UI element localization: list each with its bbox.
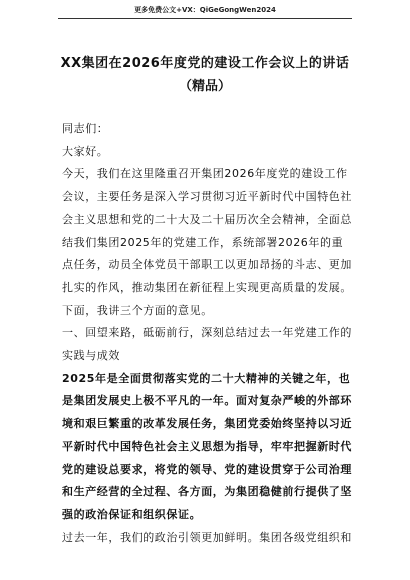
document-title: XX集团在2026年度党的建设工作会议上的讲话 (60, 56, 350, 71)
intro-paragraph: 今天，我们在这里隆重召开集团2026年度党的建设工作会议，主要任务是深入学习贯彻习近平新时代中国特色社会主义思想和党的二十大及二十届历次全会精神，全面总结我们集团2025年的党建工作，系统部署2026年的重点任务，动员全体党员干部职工以更加昂扬的斗志、更加扎实的作风，推动集团在新征程上实现更高质量的发展。下面，我讲三个方面的意见。 (62, 167, 352, 317)
section-1-paragraph: 2025年是全面贯彻落实党的二十大精神的关键之年，也是集团发展史上极不平凡的一年。面对复杂严峻的外部环境和艰巨繁重的改革发展任务，集团党委始终坚持以习近平新时代中国特色社会主义思想为指导，牢牢把握新时代党的建设总要求，将党的领导、党的建设贯穿于公司治理和生产经营的全过程、各方面，为集团稳健前行提供了坚强的政治保证和组织保证。 (62, 371, 352, 521)
section-heading-1: 一、回望来路，砥砺前行，深刻总结过去一年党建工作的实践与成效 (62, 326, 352, 363)
greeting: 大家好。 (62, 144, 109, 158)
document-subtitle: （精品） (178, 79, 231, 94)
salutation: 同志们： (62, 122, 109, 135)
document-body (62, 118, 352, 549)
header-divider (58, 18, 352, 19)
section-1-paragraph-2: 过去一年，我们的政治引领更加鲜明。集团各级党组织和 (62, 530, 352, 544)
header-note: 更多免费公文+VX：QiGeGongWen2024 (134, 6, 276, 14)
